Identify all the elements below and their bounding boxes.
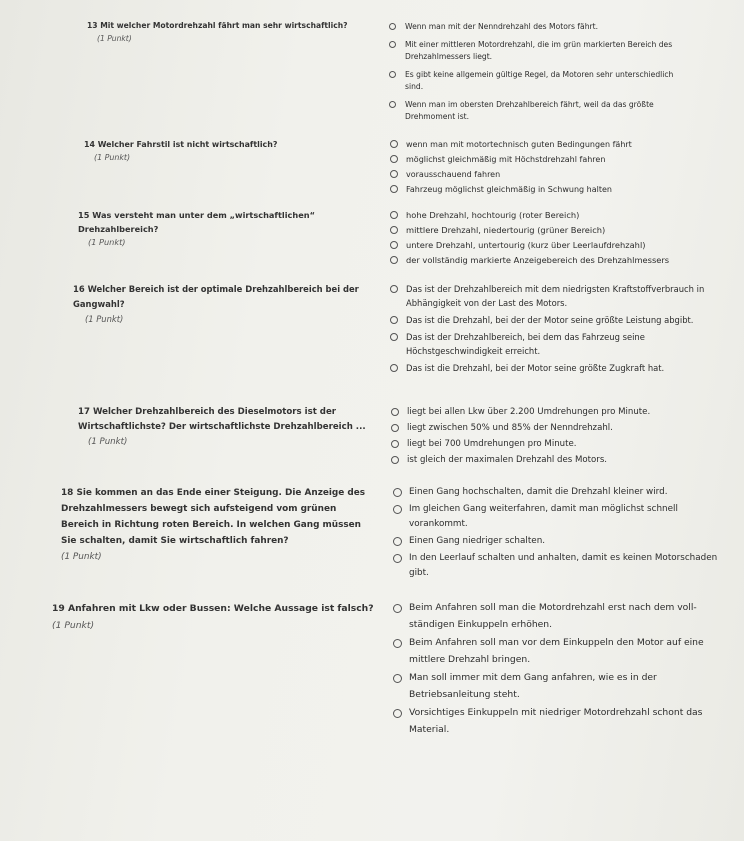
radio-button[interactable] <box>391 440 399 448</box>
option-label: Das ist die Drehzahl, bei der der Motor seine größte Leistung abgibt. <box>406 315 694 325</box>
question-18-header <box>61 485 376 565</box>
question-15-option-b[interactable] <box>390 224 720 237</box>
question-19-option-b[interactable] <box>393 635 733 668</box>
question-16-option-a[interactable] <box>390 282 720 310</box>
option-label: Es gibt keine allgemein gültige Regel, da Motoren sehr unterschiedlich sind. <box>405 70 674 91</box>
radio-button[interactable] <box>393 709 402 718</box>
question-15-options <box>390 209 720 269</box>
question-13-option-b[interactable] <box>389 39 689 63</box>
question-19-points: (1 Punkt) <box>52 620 95 631</box>
question-14-option-c[interactable] <box>390 168 690 181</box>
option-label: Im gleichen Gang weiterfahren, damit man möglichst schnell vorankommt. <box>409 504 678 529</box>
question-13-header <box>87 20 367 45</box>
radio-button[interactable] <box>393 554 402 563</box>
radio-button[interactable] <box>391 408 399 416</box>
radio-button[interactable] <box>393 488 402 497</box>
option-label: liegt zwischen 50% und 85% der Nenndrehzahl. <box>407 423 613 433</box>
question-18-title: 18 Sie kommen an das Ende einer Steigung. Die Anzeige des Drehzahlmessers bewegt sich aufsteigend vom grünen Bereich in Richtung roten Bereich. In welchen Gang müssen Sie schalten, damit Sie wirtschaftlich fahren? <box>61 488 366 546</box>
question-18-options <box>393 485 723 583</box>
radio-button[interactable] <box>390 140 398 148</box>
radio-button[interactable] <box>390 226 398 234</box>
question-17-header <box>78 405 378 450</box>
radio-button[interactable] <box>389 41 396 48</box>
option-label: liegt bei allen Lkw über 2.200 Umdrehungen pro Minute. <box>407 407 651 417</box>
option-label: der vollständig markierte Anzeigebereich des Drehzahlmessers <box>406 255 670 265</box>
option-label: untere Drehzahl, untertourig (kurz über Leerlaufdrehzahl) <box>406 240 646 250</box>
question-14-points: (1 Punkt) <box>94 153 131 162</box>
question-17-option-d[interactable] <box>391 453 721 467</box>
option-label: Fahrzeug möglichst gleichmäßig in Schwung halten <box>406 185 612 194</box>
radio-button[interactable] <box>390 316 398 324</box>
question-18-option-a[interactable] <box>393 485 723 500</box>
radio-button[interactable] <box>391 456 399 464</box>
radio-button[interactable] <box>390 185 398 193</box>
radio-button[interactable] <box>390 241 398 249</box>
question-17-option-a[interactable] <box>391 405 721 419</box>
radio-button[interactable] <box>393 674 402 683</box>
option-label: Vorsichtiges Einkuppeln mit niedriger Motordrehzahl schont das Material. <box>409 707 703 735</box>
option-label: In den Leerlauf schalten und anhalten, damit es keinen Motorschaden gibt. <box>409 553 718 578</box>
question-16-header <box>73 282 363 327</box>
radio-button[interactable] <box>393 604 402 613</box>
question-16-option-b[interactable] <box>390 313 720 327</box>
option-label: vorausschauend fahren <box>406 170 501 179</box>
option-label: Das ist der Drehzahlbereich, bei dem das Fahrzeug seine Höchstgeschwindigkeit erreicht. <box>406 332 645 356</box>
question-17-points: (1 Punkt) <box>88 437 128 447</box>
option-label: liegt bei 700 Umdrehungen pro Minute. <box>407 439 577 449</box>
question-17-options <box>391 405 721 469</box>
question-14-options <box>390 138 690 198</box>
question-15-title: 15 Was versteht man unter dem „wirtschaftlichen“ Drehzahlbereich? <box>78 210 315 234</box>
option-label: Wenn man mit der Nenndrehzahl des Motors fährt. <box>405 22 599 31</box>
option-label: Mit einer mittleren Motordrehzahl, die im grün markierten Bereich des Drehzahlmessers liegt. <box>405 40 673 61</box>
question-15-header <box>78 209 363 250</box>
question-17-title: 17 Welcher Drehzahlbereich des Dieselmotors ist der Wirtschaftlichste? Der wirtschaftlichste Drehzahlbereich ... <box>78 407 366 432</box>
radio-button[interactable] <box>390 155 398 163</box>
question-16-option-c[interactable] <box>390 330 720 358</box>
radio-button[interactable] <box>390 211 398 219</box>
question-17-option-b[interactable] <box>391 421 721 435</box>
question-14-option-d[interactable] <box>390 183 690 196</box>
option-label: Beim Anfahren soll man vor dem Einkuppeln den Motor auf eine mittlere Drehzahl bringen. <box>409 637 704 665</box>
radio-button[interactable] <box>389 23 396 30</box>
option-label: hohe Drehzahl, hochtourig (roter Bereich) <box>406 210 580 220</box>
option-label: Das ist die Drehzahl, bei der Motor seine größte Zugkraft hat. <box>406 363 665 373</box>
question-18-points: (1 Punkt) <box>61 552 102 562</box>
radio-button[interactable] <box>393 639 402 648</box>
radio-button[interactable] <box>389 101 396 108</box>
option-label: Beim Anfahren soll man die Motordrehzahl erst nach dem voll-ständigen Einkuppeln erhöhen. <box>409 602 697 630</box>
question-16-options <box>390 282 720 378</box>
question-18-option-b[interactable] <box>393 502 723 532</box>
question-15-option-c[interactable] <box>390 239 720 252</box>
question-13-option-c[interactable] <box>389 69 689 93</box>
question-13-option-a[interactable] <box>389 21 689 33</box>
question-13-points: (1 Punkt) <box>97 33 132 43</box>
option-label: Einen Gang niedriger schalten. <box>409 536 546 546</box>
radio-button[interactable] <box>390 170 398 178</box>
question-19-option-a[interactable] <box>393 600 733 633</box>
option-label: Wenn man im obersten Drehzahlbereich fährt, weil da das größte Drehmoment ist. <box>405 100 654 121</box>
radio-button[interactable] <box>390 285 398 293</box>
question-19-option-d[interactable] <box>393 705 733 738</box>
question-18-option-c[interactable] <box>393 534 723 549</box>
radio-button[interactable] <box>393 537 402 546</box>
option-label: ist gleich der maximalen Drehzahl des Motors. <box>407 455 608 465</box>
question-19-options <box>393 600 733 740</box>
question-15-option-a[interactable] <box>390 209 720 222</box>
radio-button[interactable] <box>389 71 396 78</box>
question-19-header <box>52 600 377 634</box>
question-14-option-b[interactable] <box>390 153 690 166</box>
question-19-title: 19 Anfahren mit Lkw oder Bussen: Welche Aussage ist falsch? <box>52 603 374 614</box>
question-14-header <box>84 138 364 164</box>
question-15-option-d[interactable] <box>390 254 720 267</box>
question-13-options <box>389 21 689 129</box>
question-13-title: 13 Mit welcher Motordrehzahl fährt man sehr wirtschaftlich? <box>87 21 348 30</box>
option-label: Man soll immer mit dem Gang anfahren, wie es in der Betriebsanleitung steht. <box>409 672 657 700</box>
option-label: Einen Gang hochschalten, damit die Drehzahl kleiner wird. <box>409 487 668 497</box>
radio-button[interactable] <box>393 505 402 514</box>
radio-button[interactable] <box>390 364 398 372</box>
option-label: möglichst gleichmäßig mit Höchstdrehzahl fahren <box>406 155 606 164</box>
question-16-title: 16 Welcher Bereich ist der optimale Drehzahlbereich bei der Gangwahl? <box>73 284 359 309</box>
question-18-option-d[interactable] <box>393 551 723 581</box>
radio-button[interactable] <box>390 256 398 264</box>
question-19-option-c[interactable] <box>393 670 733 703</box>
radio-button[interactable] <box>391 424 399 432</box>
question-14-option-a[interactable] <box>390 138 690 151</box>
radio-button[interactable] <box>390 333 398 341</box>
question-15-points: (1 Punkt) <box>88 237 126 247</box>
option-label: wenn man mit motortechnisch guten Bedingungen fährt <box>406 140 632 149</box>
question-14-title: 14 Welcher Fahrstil ist nicht wirtschaftlich? <box>84 140 278 149</box>
question-16-option-d[interactable] <box>390 361 720 375</box>
question-13-option-d[interactable] <box>389 99 689 123</box>
question-16-points: (1 Punkt) <box>85 314 124 324</box>
question-17-option-c[interactable] <box>391 437 721 451</box>
option-label: mittlere Drehzahl, niedertourig (grüner Bereich) <box>406 225 606 235</box>
option-label: Das ist der Drehzahlbereich mit dem niedrigsten Kraftstoffverbrauch in Abhängigkeit von der Last des Motors. <box>406 284 705 308</box>
